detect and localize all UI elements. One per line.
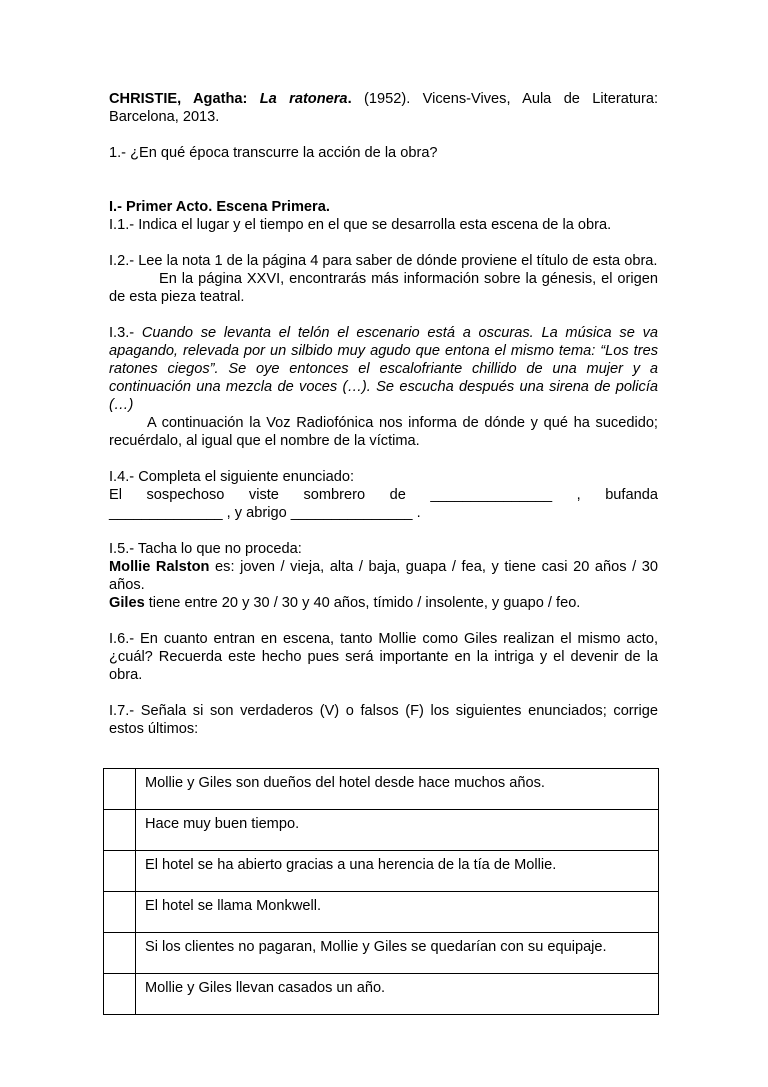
play-quote: Cuando se levanta el telón el escenario está a oscuras. La música se va apagando, relevada por un silbido muy agudo que entona el mismo tema: “Los tres ratones ciegos”. Se oye entonces el escalofriante chillido de una mujer y a continuación una mezcla de voces (…). Se escucha después una sirena de policía (…): [109, 325, 658, 413]
question-i2: I.2.- Lee la nota 1 de la página 4 para saber de dónde proviene el título de esta obra.: [109, 253, 658, 269]
table-row: [104, 810, 659, 851]
fill-word: bufanda: [605, 487, 658, 503]
question-i4-heading: I.4.- Completa el siguiente enunciado:: [109, 469, 355, 485]
book-title: La ratonera: [259, 91, 348, 107]
answer-box[interactable]: [104, 974, 136, 1015]
fill-word: sombrero: [303, 487, 366, 503]
fill-word: ,: [576, 487, 581, 503]
fill-word: viste: [248, 487, 279, 503]
section-heading: I.- Primer Acto. Escena Primera.: [109, 199, 330, 215]
question-i3: I.3.- Cuando se levanta el telón el escenario está a oscuras. La música se va apagando, relevada por un silbido muy agudo que entona el mismo tema: “Los tres ratones ciegos”. Se oye entonces el escalofriante chillido de una mujer y a continuación una mezcla de voces (…). Se escucha después una sirena de policía (…): [109, 325, 658, 413]
fill-word: sospechoso: [146, 487, 225, 503]
fill-word: de: [389, 487, 406, 503]
table-row: [104, 974, 659, 1015]
true-false-table: [103, 768, 659, 1015]
question-i3-follow: A continuación la Voz Radiofónica nos informa de dónde y qué ha sucedido; recuérdalo, al igual que el nombre de la víctima.: [109, 415, 658, 449]
bibliographic-reference: CHRISTIE, Agatha: La ratonera. (1952). Vicens-Vives, Aula de Literatura: Barcelona, 2013.: [109, 91, 659, 125]
question-i7: I.7.- Señala si son verdaderos (V) o falsos (F) los siguientes enunciados; corrige estos últimos:: [109, 703, 658, 737]
answer-box[interactable]: [104, 892, 136, 933]
author: CHRISTIE, Agatha:: [109, 91, 248, 107]
question-i1: I.1.- Indica el lugar y el tiempo en el que se desarrolla esta escena de la obra.: [109, 217, 612, 233]
table-row: [104, 933, 659, 974]
fill-word: El: [109, 487, 122, 503]
fill-in-line-2: ______________ , y abrigo _______________ .: [109, 505, 421, 521]
answer-box[interactable]: [104, 810, 136, 851]
statement: El hotel se ha abierto gracias a una herencia de la tía de Mollie.: [136, 851, 659, 892]
statement: Si los clientes no pagaran, Mollie y Giles se quedarían con su equipaje.: [136, 933, 659, 974]
question-1: 1.- ¿En qué época transcurre la acción de la obra?: [109, 145, 438, 161]
statement: Mollie y Giles son dueños del hotel desde hace muchos años.: [136, 769, 659, 810]
publication-info: (1952). Vicens-Vives, Aula de Literatura: Barcelona, 2013.: [109, 91, 659, 125]
table-row: [104, 892, 659, 933]
table-row: [104, 769, 659, 810]
statement: Hace muy buen tiempo.: [136, 810, 659, 851]
giles-description: Giles tiene entre 20 y 30 / 30 y 40 años, tímido / insolente, y guapo / feo.: [109, 595, 581, 611]
table-row: [104, 851, 659, 892]
worksheet-content: [109, 90, 658, 738]
statement: Mollie y Giles llevan casados un año.: [136, 974, 659, 1015]
answer-box[interactable]: [104, 769, 136, 810]
answer-box[interactable]: [104, 851, 136, 892]
fill-blank: _______________: [430, 487, 553, 503]
mollie-description: Mollie Ralston es: joven / vieja, alta / baja, guapa / fea, y tiene casi 20 años / 30 años.: [109, 559, 658, 593]
question-i6: I.6.- En cuanto entran en escena, tanto Mollie como Giles realizan el mismo acto, ¿cuál? Recuerda este hecho pues será importante en la intriga y el devenir de la obra.: [109, 631, 658, 683]
question-i5-heading: I.5.- Tacha lo que no proceda:: [109, 541, 302, 557]
question-i2-note: En la página XXVI, encontrarás más información sobre la génesis, el origen de esta pieza teatral.: [109, 271, 658, 305]
answer-box[interactable]: [104, 933, 136, 974]
fill-in-line: [109, 486, 658, 504]
statement: El hotel se llama Monkwell.: [136, 892, 659, 933]
